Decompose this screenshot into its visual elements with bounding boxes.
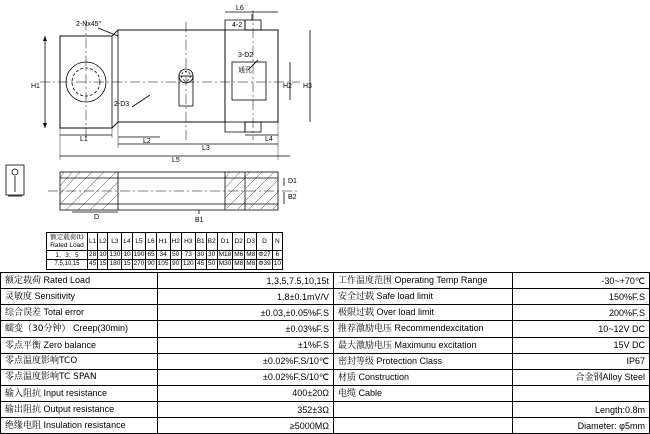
spec-label (1, 321, 158, 337)
spec-label-cn: 安全过载 (338, 292, 375, 303)
label-H2: H2 (283, 83, 292, 90)
dim-cell: 15 (99, 260, 107, 268)
spec-value: -30~+70℃ (513, 273, 650, 289)
dim-header: N (272, 233, 282, 251)
spec-label (1, 273, 158, 289)
specifications-table (0, 272, 650, 434)
spec-label-en: Operating Temp Range (394, 275, 488, 285)
dim-header: L6 (146, 233, 156, 251)
spec-label-cn: 材质 (338, 372, 357, 383)
table-row (47, 251, 283, 260)
spec-label (334, 402, 513, 418)
spec-label-en: Protection Class (376, 355, 443, 366)
rated-load-header-cn: 额定载荷(t) (50, 233, 84, 241)
spec-label (334, 305, 513, 321)
dim-cell: 45 (89, 260, 97, 268)
spec-label-en: Input resistance (43, 387, 108, 398)
dim-cell: 130 (109, 251, 121, 259)
spec-value: ±0.03%F.S (158, 321, 334, 337)
table-row (1, 305, 650, 321)
spec-value: 352±3Ω (158, 402, 334, 418)
dim-header: B2 (206, 233, 217, 251)
spec-label-en: Total error (43, 307, 85, 318)
dim-cell: 50 (170, 251, 181, 260)
spec-label-en: Rated Load (43, 275, 91, 285)
spec-label (334, 353, 513, 369)
rated-load-header-en: Rated Load (50, 242, 84, 250)
label-L1: L1 (80, 136, 88, 143)
spec-value: ±0.03,±0.05%F.S (158, 305, 334, 321)
spec-value: 200%F.S (513, 305, 650, 321)
label-B1: B1 (195, 217, 204, 224)
dim-cell: M18 (218, 251, 232, 259)
dim-cell: 34 (156, 251, 170, 260)
spec-value: 400±20Ω (158, 385, 334, 401)
dim-cell: 30 (208, 251, 216, 259)
label-L3: L3 (202, 145, 210, 152)
dim-header: H3 (181, 233, 195, 251)
spec-value: 1,3,5,7.5,10,15t (158, 273, 334, 289)
dimensions-table (46, 232, 283, 270)
dim-header: D3 (245, 233, 257, 251)
spec-label-cn: 输出阻抗 (5, 405, 42, 416)
spec-label (1, 385, 158, 401)
dim-header: H1 (156, 233, 170, 251)
dim-header: L1 (88, 233, 98, 251)
table-row (1, 289, 650, 305)
spec-value: IP67 (513, 353, 650, 369)
spec-label-en: Output resistance (43, 404, 115, 415)
table-row (1, 321, 650, 337)
label-H3: H3 (303, 83, 312, 90)
spec-value: ±0.02%F.S/10℃ (158, 369, 334, 385)
dim-cell: 6 (272, 251, 282, 260)
label-H1: H1 (31, 83, 40, 90)
spec-label (334, 337, 513, 353)
dim-cell: Φ27 (258, 251, 271, 259)
dim-cell: 65 (147, 251, 155, 259)
rated-load-header-cell (47, 233, 88, 251)
table-row (1, 273, 650, 289)
label-L5: L5 (172, 157, 180, 164)
spec-label-cn: 输入阻抗 (5, 388, 42, 399)
dim-cell: 270 (133, 260, 145, 268)
spec-label-cn: 推荐激励电压 (338, 324, 393, 335)
dim-cell: 105 (157, 260, 169, 268)
spec-label-cn: 电缆 (338, 388, 357, 399)
spec-label: 零点温度影响TC SPAN (1, 369, 158, 385)
spec-label: 零点温度影响TCO (1, 353, 158, 369)
spec-label-cn: 工作温度范围 (338, 276, 393, 286)
spec-value: Diameter: φ5mm (513, 418, 650, 434)
dim-cell: 190 (133, 251, 145, 259)
dim-cell: M8 (246, 251, 256, 259)
spec-label (1, 337, 158, 353)
label-3-D2: 3-D2 (238, 52, 254, 59)
dimensions-table-grid (46, 232, 283, 270)
specifications-grid (0, 272, 650, 434)
spec-label-en: Maximunu excitation (394, 339, 477, 350)
spec-label-cn: 密封等级 (338, 356, 375, 367)
spec-label-en: Safe load limit (376, 291, 434, 302)
dim-header: L5 (132, 233, 146, 251)
spec-label (1, 402, 158, 418)
dim-cell: 45 (197, 260, 205, 268)
dim-header: L4 (122, 233, 132, 251)
dim-header: B1 (195, 233, 206, 251)
dim-cell: 28 (89, 251, 97, 259)
dim-cell: 180 (109, 260, 121, 268)
dim-cell: M8 (234, 260, 244, 268)
spec-label (1, 418, 158, 434)
dim-cell: M30 (218, 260, 232, 268)
dim-cell: 120 (182, 260, 194, 268)
dim-header: H2 (170, 233, 181, 251)
spec-value: Length:0.8m (513, 402, 650, 418)
spec-label-en: Sensitivity (34, 291, 76, 302)
spec-label-cn: 绝缘电阻 (5, 421, 42, 432)
dim-cell: 30 (197, 251, 205, 259)
dimensions-table-header-row (47, 233, 283, 251)
label-2-D3: 2-D3 (114, 101, 130, 108)
table-row (47, 260, 283, 269)
spec-label-en: Over load limit (376, 307, 435, 318)
spec-label-en: Recommendexcitation (394, 323, 484, 334)
table-row (1, 337, 650, 353)
dim-header: L3 (108, 233, 122, 251)
spec-label-en: Construction (358, 371, 410, 382)
label-4-2: 4-2 (232, 22, 243, 29)
table-row (1, 369, 650, 385)
spec-value: 10~12V DC (513, 321, 650, 337)
dim-cell: 10 (123, 251, 131, 259)
spec-label-cn: 零点平衡 (5, 340, 42, 351)
label-tongkong: 通孔 (238, 67, 252, 74)
spec-label (334, 273, 513, 289)
spec-label-cn: 灵敏度 (5, 292, 33, 303)
spec-value: 150%F.S (513, 289, 650, 305)
drawing-svg (0, 0, 330, 232)
dim-header: L2 (98, 233, 108, 251)
spec-label-cn: 综合误差 (5, 308, 42, 319)
label-D: D (94, 214, 100, 221)
dim-cell: 90 (147, 260, 155, 268)
spec-label (1, 289, 158, 305)
spec-value (513, 385, 650, 401)
dim-cell: 90 (170, 260, 181, 269)
label-B2: B2 (288, 194, 297, 201)
dim-cell: 10 (273, 260, 281, 268)
dim-header: D2 (233, 233, 245, 251)
spec-label (334, 385, 513, 401)
load-cell-technical-drawing (0, 0, 330, 232)
dim-cell: 73 (181, 251, 195, 260)
dim-cell: 15 (123, 260, 131, 268)
table-row (1, 353, 650, 369)
spec-label-en: Insulation resistance (43, 420, 126, 431)
dim-cell: 10 (99, 251, 107, 259)
dim-cell: M6 (234, 251, 244, 259)
dim-cell: Φ39 (258, 260, 271, 268)
label-L4: L4 (265, 136, 273, 143)
spec-label-cn: 极限过载 (338, 308, 375, 319)
spec-label (1, 305, 158, 321)
table-row (1, 385, 650, 401)
spec-label-en: Cable (358, 387, 383, 398)
spec-label (334, 289, 513, 305)
spec-label (334, 321, 513, 337)
dim-cell: 50 (208, 260, 216, 268)
spec-label (334, 418, 513, 434)
spec-value: ±1%F.S (158, 337, 334, 353)
label-L6: L6 (236, 5, 244, 12)
table-row (1, 402, 650, 418)
table-row (1, 418, 650, 434)
spec-label (334, 369, 513, 385)
dim-cell: M8 (246, 260, 256, 268)
rated-load-value: 7.5,10,15 (47, 260, 88, 269)
spec-value: ≥5000MΩ (158, 418, 334, 434)
rated-load-value: 1、3、5 (47, 251, 88, 260)
spec-label-cn: 最大激励电压 (338, 340, 393, 351)
label-L2: L2 (143, 138, 151, 145)
spec-value: 15V DC (513, 337, 650, 353)
spec-value: 1.8±0.1mV/V (158, 289, 334, 305)
spec-label-cn: 蠕变（30分钟） (5, 324, 71, 335)
spec-label-cn: 额定载荷 (5, 276, 42, 286)
spec-label-en: Zero balance (43, 339, 97, 350)
dim-header: D (257, 233, 272, 251)
label-2-Nx45: 2-Nx45° (76, 21, 102, 28)
spec-label-en: Creep(30min) (72, 323, 128, 334)
label-D1: D1 (288, 178, 297, 185)
spec-value: 合金钢Alloy Steel (513, 369, 650, 385)
spec-value: ±0.02%F.S/10℃ (158, 353, 334, 369)
dim-header: D1 (217, 233, 233, 251)
